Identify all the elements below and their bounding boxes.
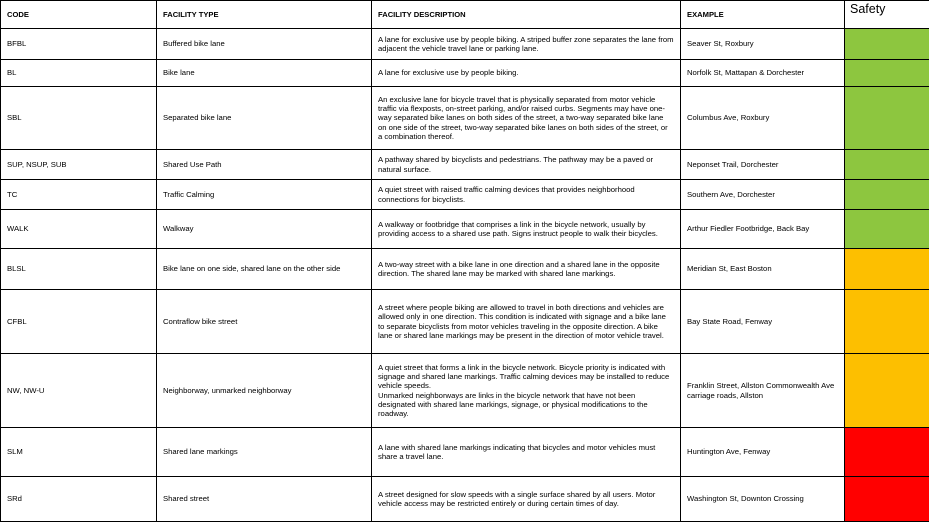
- safety-swatch: [845, 180, 929, 210]
- cell-code: SUP, NSUP, SUB: [1, 150, 157, 180]
- cell-example: Huntington Ave, Fenway: [681, 428, 845, 477]
- table-row: [1, 290, 929, 354]
- cell-code: SBL: [1, 87, 157, 150]
- cell-description: A quiet street with raised traffic calming devices that provides neighborhood connections for bicyclists.: [372, 180, 681, 210]
- header-row: [1, 1, 929, 29]
- cell-example: Franklin Street, Allston Commonwealth Ave carriage roads, Allston: [681, 354, 845, 428]
- safety-swatch: [845, 249, 929, 290]
- cell-description: A street where people biking are allowed to travel in both directions and vehicles are allowed only in one direction. This condition is indicated with signage and a bike lane to separate bicyclists from motor vehicles traveling in the opposite direction. A bike lane or shared lane markings may be present in the direction of motor vehicle travel.: [372, 290, 681, 354]
- cell-type: Neighborway, unmarked neighborway: [157, 354, 372, 428]
- header-facility-description: FACILITY DESCRIPTION: [372, 1, 681, 29]
- cell-code: BLSL: [1, 249, 157, 290]
- cell-example: Neponset Trail, Dorchester: [681, 150, 845, 180]
- table-row: [1, 29, 929, 60]
- cell-code: WALK: [1, 210, 157, 249]
- cell-example: Norfolk St, Mattapan & Dorchester: [681, 60, 845, 87]
- safety-swatch: [845, 150, 929, 180]
- safety-swatch: [845, 87, 929, 150]
- cell-description: A lane for exclusive use by people biking. A striped buffer zone separates the lane from adjacent the vehicle travel lane or parking lane.: [372, 29, 681, 60]
- safety-swatch: [845, 29, 929, 60]
- cell-type: Shared lane markings: [157, 428, 372, 477]
- table-row: [1, 60, 929, 87]
- cell-type: Shared street: [157, 477, 372, 522]
- header-facility-type: FACILITY TYPE: [157, 1, 372, 29]
- table-row: [1, 210, 929, 249]
- table-row: [1, 249, 929, 290]
- cell-type: Bike lane: [157, 60, 372, 87]
- cell-type: Separated bike lane: [157, 87, 372, 150]
- safety-swatch: [845, 428, 929, 477]
- safety-swatch: [845, 210, 929, 249]
- cell-example: Columbus Ave, Roxbury: [681, 87, 845, 150]
- cell-type: Walkway: [157, 210, 372, 249]
- table-row: [1, 354, 929, 428]
- safety-swatch: [845, 477, 929, 522]
- cell-description: A lane for exclusive use by people biking.: [372, 60, 681, 87]
- cell-code: BFBL: [1, 29, 157, 60]
- cell-code: TC: [1, 180, 157, 210]
- cell-example: Southern Ave, Dorchester: [681, 180, 845, 210]
- cell-code: SLM: [1, 428, 157, 477]
- header-code: CODE: [1, 1, 157, 29]
- safety-swatch: [845, 60, 929, 87]
- cell-description: A two-way street with a bike lane in one direction and a shared lane in the opposite direction. The shared lane may be marked with shared lane markings.: [372, 249, 681, 290]
- cell-code: CFBL: [1, 290, 157, 354]
- cell-example: Meridian St, East Boston: [681, 249, 845, 290]
- cell-description: A walkway or footbridge that comprises a link in the bicycle network, usually by providing access to a shared use path. Signs instruct people to walk their bicycles.: [372, 210, 681, 249]
- header-safety: Safety: [845, 1, 929, 29]
- cell-example: Seaver St, Roxbury: [681, 29, 845, 60]
- cell-example: Bay State Road, Fenway: [681, 290, 845, 354]
- header-example: EXAMPLE: [681, 1, 845, 29]
- description-paragraph: Unmarked neighborways are links in the bicycle network that have not been designated with shared lane markings, signage, or physical modifications to the roadway.: [378, 391, 648, 418]
- table-row: [1, 477, 929, 522]
- table-row: [1, 428, 929, 477]
- cell-description: An exclusive lane for bicycle travel that is physically separated from motor vehicle traffic via flexposts, on-street parking, and/or raised curbs. Segments may have one-way separated bike lanes on both sides of the street, a two-way separated bike lane on one side of the street, two-way separated bike lanes on both sides of the street, or a combination thereof.: [372, 87, 681, 150]
- cell-example: Arthur Fiedler Footbridge, Back Bay: [681, 210, 845, 249]
- cell-example: Washington St, Downton Crossing: [681, 477, 845, 522]
- cell-code: NW, NW-U: [1, 354, 157, 428]
- table-row: [1, 87, 929, 150]
- cell-description: A street designed for slow speeds with a single surface shared by all users. Motor vehicle access may be restricted entirely or during certain times of day.: [372, 477, 681, 522]
- cell-type: Buffered bike lane: [157, 29, 372, 60]
- cell-description: A pathway shared by bicyclists and pedestrians. The pathway may be a paved or natural surface.: [372, 150, 681, 180]
- safety-swatch: [845, 354, 929, 428]
- table-row: [1, 150, 929, 180]
- table-row: [1, 180, 929, 210]
- cell-type: Bike lane on one side, shared lane on the other side: [157, 249, 372, 290]
- cell-type: Contraflow bike street: [157, 290, 372, 354]
- description-paragraph: A quiet street that forms a link in the bicycle network. Bicycle priority is indicated with signage and shared lane markings. Traffic calming devices may be installed to reduce vehicle speeds.: [378, 363, 669, 390]
- cell-code: BL: [1, 60, 157, 87]
- cell-description: A lane with shared lane markings indicating that bicycles and motor vehicles must share a travel lane.: [372, 428, 681, 477]
- cell-code: SRd: [1, 477, 157, 522]
- cell-type: Traffic Calming: [157, 180, 372, 210]
- safety-swatch: [845, 290, 929, 354]
- cell-description: [372, 354, 681, 428]
- cell-type: Shared Use Path: [157, 150, 372, 180]
